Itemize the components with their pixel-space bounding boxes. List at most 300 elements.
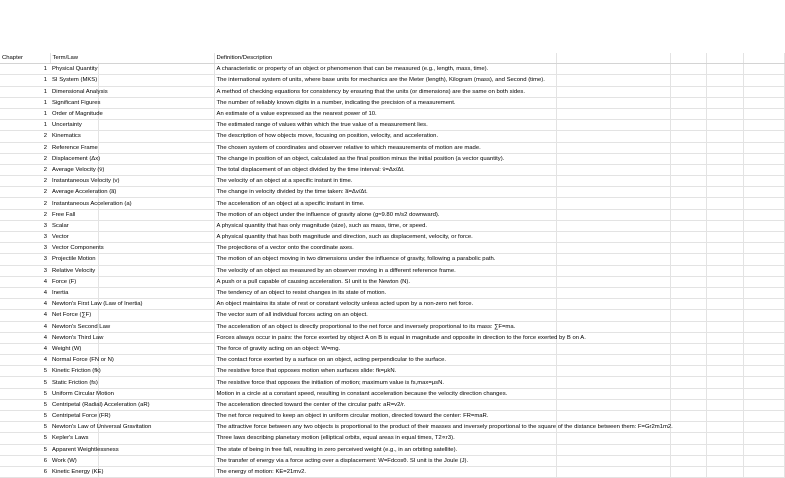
empty-cell[interactable] — [706, 276, 743, 287]
empty-cell[interactable] — [706, 299, 743, 310]
empty-cell[interactable] — [743, 366, 784, 377]
definition-cell[interactable]: The resistive force that opposes the initiation of motion; maximum value is fs,max=μsN. — [214, 377, 556, 388]
empty-cell[interactable] — [743, 466, 784, 477]
chapter-cell[interactable]: 1 — [0, 97, 50, 108]
empty-cell[interactable] — [670, 455, 706, 466]
empty-cell[interactable] — [556, 64, 670, 75]
empty-cell[interactable] — [706, 332, 743, 343]
term-cell[interactable]: Net Force (∑F) — [50, 310, 98, 321]
chapter-cell[interactable]: 4 — [0, 299, 50, 310]
empty-cell[interactable] — [98, 86, 214, 97]
definition-cell[interactable]: The motion of an object moving in two dimensions under the influence of gravity, following a parabolic path. — [214, 254, 556, 265]
empty-cell[interactable] — [556, 164, 670, 175]
chapter-cell[interactable]: 2 — [0, 198, 50, 209]
empty-cell[interactable] — [556, 287, 670, 298]
empty-cell[interactable] — [98, 209, 214, 220]
empty-cell[interactable] — [556, 131, 670, 142]
empty-cell[interactable] — [98, 377, 214, 388]
definition-cell[interactable]: Three laws describing planetary motion (elliptical orbits, equal areas in equal times, T2∝r3). — [214, 433, 556, 444]
empty-cell[interactable] — [670, 64, 706, 75]
term-cell[interactable]: Force (F) — [50, 276, 98, 287]
empty-cell[interactable] — [98, 97, 214, 108]
empty-cell[interactable] — [670, 433, 706, 444]
definition-cell[interactable]: The estimated range of values within which the true value of a measurement lies. — [214, 120, 556, 131]
term-cell[interactable]: Dimensional Analysis — [50, 86, 98, 97]
empty-cell[interactable] — [98, 164, 214, 175]
empty-cell[interactable] — [743, 53, 784, 64]
empty-cell[interactable] — [670, 209, 706, 220]
empty-cell[interactable] — [98, 343, 214, 354]
empty-cell[interactable] — [743, 299, 784, 310]
empty-cell[interactable] — [706, 164, 743, 175]
empty-cell[interactable] — [743, 187, 784, 198]
empty-cell[interactable] — [556, 232, 670, 243]
chapter-cell[interactable]: 3 — [0, 254, 50, 265]
empty-cell[interactable] — [556, 466, 670, 477]
empty-cell[interactable] — [743, 433, 784, 444]
empty-cell[interactable] — [670, 120, 706, 131]
chapter-cell[interactable]: 2 — [0, 176, 50, 187]
table-row — [0, 287, 784, 298]
empty-cell[interactable] — [556, 176, 670, 187]
term-cell[interactable]: Vector Components — [50, 243, 98, 254]
empty-cell[interactable] — [670, 422, 706, 433]
chapter-cell[interactable]: 2 — [0, 187, 50, 198]
chapter-cell[interactable]: 5 — [0, 422, 50, 433]
empty-cell[interactable] — [556, 86, 670, 97]
empty-cell[interactable] — [556, 355, 670, 366]
term-cell[interactable]: Average Acceleration (a̅) — [50, 187, 98, 198]
empty-cell[interactable] — [98, 332, 214, 343]
term-cell[interactable]: Kinetic Energy (KE) — [50, 466, 98, 477]
definition-cell[interactable]: A physical quantity that has only magnitude (size), such as mass, time, or speed. — [214, 220, 556, 231]
empty-cell[interactable] — [743, 198, 784, 209]
empty-cell[interactable] — [743, 86, 784, 97]
empty-cell[interactable] — [706, 377, 743, 388]
chapter-cell[interactable]: 4 — [0, 332, 50, 343]
empty-cell[interactable] — [743, 120, 784, 131]
empty-cell[interactable] — [706, 97, 743, 108]
empty-cell[interactable] — [706, 209, 743, 220]
empty-cell[interactable] — [670, 355, 706, 366]
definition-cell[interactable]: The vector sum of all individual forces acting on an object. — [214, 310, 556, 321]
empty-cell[interactable] — [706, 466, 743, 477]
table-row — [0, 332, 784, 343]
empty-cell[interactable] — [98, 366, 214, 377]
term-cell[interactable]: Static Friction (fs) — [50, 377, 98, 388]
empty-cell[interactable] — [670, 343, 706, 354]
definition-cell[interactable]: The attractive force between any two objects is proportional to the product of their masses and inversely proportional to the square of the distance between them: F=Gr2m1m2. — [214, 422, 556, 433]
empty-cell[interactable] — [670, 142, 706, 153]
empty-cell[interactable] — [556, 97, 670, 108]
empty-cell[interactable] — [743, 97, 784, 108]
empty-cell[interactable] — [98, 276, 214, 287]
chapter-cell[interactable]: 4 — [0, 287, 50, 298]
term-cell[interactable]: Kepler's Laws — [50, 433, 98, 444]
empty-cell[interactable] — [670, 287, 706, 298]
chapter-cell[interactable]: 4 — [0, 343, 50, 354]
term-cell[interactable]: SI System (MKS) — [50, 75, 98, 86]
empty-cell[interactable] — [556, 321, 670, 332]
term-cell[interactable]: Weight (W) — [50, 343, 98, 354]
table-row — [0, 377, 784, 388]
empty-cell[interactable] — [706, 232, 743, 243]
definition-cell[interactable]: The number of reliably known digits in a number, indicating the precision of a measurement. — [214, 97, 556, 108]
definition-cell[interactable]: The projections of a vector onto the coordinate axes. — [214, 243, 556, 254]
definition-cell[interactable]: Forces always occur in pairs: the force exerted by object A on B is equal in magnitude and opposite in direction to the force exerted by B on A. — [214, 332, 556, 343]
term-cell[interactable]: Physical Quantity — [50, 64, 98, 75]
term-cell[interactable]: Kinetic Friction (fk) — [50, 366, 98, 377]
definition-cell[interactable]: A method of checking equations for consistency by ensuring that the units (or dimensions) are the same on both sides. — [214, 86, 556, 97]
empty-cell[interactable] — [556, 187, 670, 198]
empty-cell[interactable] — [706, 220, 743, 231]
empty-cell[interactable] — [706, 108, 743, 119]
empty-cell[interactable] — [706, 153, 743, 164]
empty-cell[interactable] — [670, 254, 706, 265]
empty-cell[interactable] — [706, 355, 743, 366]
term-cell[interactable]: Order of Magnitude — [50, 108, 98, 119]
definition-cell[interactable]: The contact force exerted by a surface on an object, acting perpendicular to the surface. — [214, 355, 556, 366]
empty-cell[interactable] — [706, 265, 743, 276]
empty-cell[interactable] — [98, 310, 214, 321]
definition-cell[interactable]: The energy of motion: KE=21mv2. — [214, 466, 556, 477]
empty-cell[interactable] — [556, 243, 670, 254]
chapter-cell[interactable]: 1 — [0, 64, 50, 75]
definition-cell[interactable]: The net force required to keep an object in uniform circular motion, directed toward the center: FR=maR. — [214, 411, 556, 422]
chapter-cell[interactable]: 2 — [0, 142, 50, 153]
empty-cell[interactable] — [670, 265, 706, 276]
empty-cell[interactable] — [98, 265, 214, 276]
definition-cell[interactable]: The force of gravity acting on an object: W=mg. — [214, 343, 556, 354]
empty-cell[interactable] — [743, 321, 784, 332]
empty-cell[interactable] — [743, 377, 784, 388]
empty-cell[interactable] — [743, 243, 784, 254]
term-cell[interactable]: Free Fall — [50, 209, 98, 220]
empty-cell[interactable] — [706, 142, 743, 153]
empty-cell[interactable] — [706, 444, 743, 455]
empty-cell[interactable] — [98, 466, 214, 477]
empty-cell[interactable] — [743, 75, 784, 86]
empty-cell[interactable] — [706, 243, 743, 254]
empty-cell[interactable] — [706, 86, 743, 97]
definition-cell[interactable]: The velocity of an object as measured by an observer moving in a different reference frame. — [214, 265, 556, 276]
empty-cell[interactable] — [670, 187, 706, 198]
spreadsheet[interactable] — [0, 53, 784, 476]
term-cell[interactable]: Newton's First Law (Law of Inertia) — [50, 299, 98, 310]
empty-cell[interactable] — [743, 411, 784, 422]
term-cell[interactable]: Newton's Second Law — [50, 321, 98, 332]
empty-cell[interactable] — [556, 153, 670, 164]
term-cell[interactable]: Significant Figures — [50, 97, 98, 108]
chapter-cell[interactable]: 3 — [0, 220, 50, 231]
empty-cell[interactable] — [670, 299, 706, 310]
empty-cell[interactable] — [670, 53, 706, 64]
empty-cell[interactable] — [98, 131, 214, 142]
empty-cell[interactable] — [743, 220, 784, 231]
empty-cell[interactable] — [98, 142, 214, 153]
empty-cell[interactable] — [98, 287, 214, 298]
chapter-cell[interactable]: 4 — [0, 321, 50, 332]
empty-cell[interactable] — [98, 120, 214, 131]
chapter-cell[interactable]: 1 — [0, 75, 50, 86]
definition-cell[interactable]: The acceleration directed toward the center of the circular path: aR=v2/r. — [214, 399, 556, 410]
empty-cell[interactable] — [706, 399, 743, 410]
empty-cell[interactable] — [706, 388, 743, 399]
table-row — [0, 142, 784, 153]
empty-cell[interactable] — [670, 366, 706, 377]
empty-cell[interactable] — [743, 332, 784, 343]
empty-cell[interactable] — [556, 455, 670, 466]
empty-cell[interactable] — [743, 153, 784, 164]
chapter-cell[interactable]: 1 — [0, 120, 50, 131]
empty-cell[interactable] — [743, 254, 784, 265]
empty-cell[interactable] — [706, 310, 743, 321]
term-cell[interactable]: Displacement (Δx) — [50, 153, 98, 164]
empty-cell[interactable] — [706, 64, 743, 75]
empty-cell[interactable] — [743, 265, 784, 276]
empty-cell[interactable] — [670, 276, 706, 287]
empty-cell[interactable] — [556, 120, 670, 131]
header-chapter[interactable]: Chapter — [0, 53, 50, 64]
chapter-cell[interactable]: 4 — [0, 355, 50, 366]
definition-cell[interactable]: A push or a pull capable of causing acceleration. SI unit is the Newton (N). — [214, 276, 556, 287]
empty-cell[interactable] — [670, 97, 706, 108]
empty-cell[interactable] — [556, 75, 670, 86]
empty-cell[interactable] — [556, 299, 670, 310]
term-cell[interactable]: Uncertainty — [50, 120, 98, 131]
empty-cell[interactable] — [556, 220, 670, 231]
empty-cell[interactable] — [98, 232, 214, 243]
chapter-cell[interactable]: 5 — [0, 433, 50, 444]
empty-cell[interactable] — [556, 310, 670, 321]
empty-cell[interactable] — [98, 220, 214, 231]
term-cell[interactable]: Scalar — [50, 220, 98, 231]
empty-cell[interactable] — [556, 366, 670, 377]
empty-cell[interactable] — [670, 131, 706, 142]
empty-cell[interactable] — [670, 198, 706, 209]
empty-cell[interactable] — [706, 343, 743, 354]
empty-cell[interactable] — [98, 108, 214, 119]
empty-cell[interactable] — [556, 265, 670, 276]
definition-cell[interactable]: The change in velocity divided by the time taken: a̅=Δv/Δt. — [214, 187, 556, 198]
term-cell[interactable]: Relative Velocity — [50, 265, 98, 276]
empty-cell[interactable] — [706, 366, 743, 377]
chapter-cell[interactable]: 6 — [0, 466, 50, 477]
chapter-cell[interactable]: 2 — [0, 164, 50, 175]
empty-cell[interactable] — [706, 321, 743, 332]
chapter-cell[interactable]: 5 — [0, 377, 50, 388]
empty-cell[interactable] — [743, 399, 784, 410]
definition-cell[interactable]: A physical quantity that has both magnitude and direction, such as displacement, velocity, or force. — [214, 232, 556, 243]
term-cell[interactable]: Instantaneous Velocity (v) — [50, 176, 98, 187]
definition-cell[interactable]: The acceleration of an object is directly proportional to the net force and inversely proportional to its mass: ∑F=ma. — [214, 321, 556, 332]
empty-cell[interactable] — [556, 343, 670, 354]
empty-cell[interactable] — [556, 142, 670, 153]
empty-cell[interactable] — [743, 287, 784, 298]
empty-cell[interactable] — [556, 444, 670, 455]
empty-cell[interactable] — [743, 164, 784, 175]
chapter-cell[interactable]: 5 — [0, 388, 50, 399]
empty-cell[interactable] — [743, 176, 784, 187]
term-cell[interactable]: Centripetal Force (FR) — [50, 411, 98, 422]
term-cell[interactable]: Kinematics — [50, 131, 98, 142]
empty-cell[interactable] — [743, 343, 784, 354]
term-cell[interactable]: Apparent Weightlessness — [50, 444, 98, 455]
empty-cell[interactable] — [98, 433, 214, 444]
empty-cell[interactable] — [98, 243, 214, 254]
empty-cell[interactable] — [706, 187, 743, 198]
empty-cell[interactable] — [706, 254, 743, 265]
definition-cell[interactable]: Motion in a circle at a constant speed, resulting in constant acceleration because the velocity direction changes. — [214, 388, 556, 399]
empty-cell[interactable] — [670, 108, 706, 119]
empty-cell[interactable] — [706, 120, 743, 131]
empty-cell[interactable] — [556, 411, 670, 422]
term-cell[interactable]: Newton's Law of Universal Gravitation — [50, 422, 98, 433]
definition-cell[interactable]: The international system of units, where base units for mechanics are the Meter (length), Kilogram (mass), and Second (time). — [214, 75, 556, 86]
chapter-cell[interactable]: 5 — [0, 366, 50, 377]
empty-cell[interactable] — [743, 232, 784, 243]
empty-cell[interactable] — [98, 455, 214, 466]
definition-cell[interactable]: The resistive force that opposes motion when surfaces slide: fk=μkN. — [214, 366, 556, 377]
header-definition[interactable]: Definition/Description — [214, 53, 556, 64]
chapter-cell[interactable]: 1 — [0, 86, 50, 97]
chapter-cell[interactable]: 5 — [0, 399, 50, 410]
empty-cell[interactable] — [743, 131, 784, 142]
empty-cell[interactable] — [556, 108, 670, 119]
definition-cell[interactable]: The description of how objects move, focusing on position, velocity, and acceleration. — [214, 131, 556, 142]
empty-cell[interactable] — [706, 411, 743, 422]
empty-cell[interactable] — [556, 53, 670, 64]
empty-cell[interactable] — [670, 220, 706, 231]
chapter-cell[interactable]: 5 — [0, 411, 50, 422]
empty-cell[interactable] — [743, 310, 784, 321]
empty-cell[interactable] — [556, 276, 670, 287]
empty-cell[interactable] — [670, 310, 706, 321]
chapter-cell[interactable]: 3 — [0, 265, 50, 276]
term-cell[interactable]: Average Velocity (v̄) — [50, 164, 98, 175]
empty-cell[interactable] — [556, 209, 670, 220]
definition-cell[interactable]: The velocity of an object at a specific instant in time. — [214, 176, 556, 187]
term-cell[interactable]: Work (W) — [50, 455, 98, 466]
term-cell[interactable]: Inertia — [50, 287, 98, 298]
definition-cell[interactable]: The chosen system of coordinates and observer relative to which measurements of motion are made. — [214, 142, 556, 153]
empty-cell[interactable] — [670, 332, 706, 343]
empty-cell[interactable] — [98, 388, 214, 399]
empty-cell[interactable] — [556, 399, 670, 410]
empty-cell[interactable] — [706, 176, 743, 187]
empty-cell[interactable] — [670, 86, 706, 97]
term-cell[interactable]: Uniform Circular Motion — [50, 388, 98, 399]
empty-cell[interactable] — [556, 388, 670, 399]
empty-cell[interactable] — [98, 64, 214, 75]
table-row — [0, 164, 784, 175]
empty-cell[interactable] — [743, 209, 784, 220]
term-cell[interactable]: Instantaneous Acceleration (a) — [50, 198, 98, 209]
empty-cell[interactable] — [670, 75, 706, 86]
empty-cell[interactable] — [670, 321, 706, 332]
empty-cell[interactable] — [670, 153, 706, 164]
definition-cell[interactable]: An estimate of a value expressed as the nearest power of 10. — [214, 108, 556, 119]
empty-cell[interactable] — [98, 355, 214, 366]
chapter-cell[interactable]: 1 — [0, 108, 50, 119]
chapter-cell[interactable]: 4 — [0, 310, 50, 321]
definition-cell[interactable]: The motion of an object under the influence of gravity alone (g≈9.80 m/s2 downward). — [214, 209, 556, 220]
definition-cell[interactable]: The acceleration of an object at a specific instant in time. — [214, 198, 556, 209]
chapter-cell[interactable]: 3 — [0, 232, 50, 243]
empty-cell[interactable] — [706, 75, 743, 86]
chapter-cell[interactable]: 5 — [0, 444, 50, 455]
chapter-cell[interactable]: 2 — [0, 153, 50, 164]
empty-cell[interactable] — [670, 232, 706, 243]
definition-cell[interactable]: A characteristic or property of an object or phenomenon that can be measured (e.g., length, mass, time). — [214, 64, 556, 75]
empty-cell[interactable] — [743, 64, 784, 75]
empty-cell[interactable] — [556, 377, 670, 388]
empty-cell[interactable] — [706, 131, 743, 142]
empty-cell[interactable] — [670, 176, 706, 187]
term-cell[interactable]: Centripetal (Radial) Acceleration (aR) — [50, 399, 98, 410]
header-term[interactable]: Term/Law — [50, 53, 214, 64]
empty-cell[interactable] — [706, 53, 743, 64]
definition-cell[interactable]: The tendency of an object to resist changes in its state of motion. — [214, 287, 556, 298]
chapter-cell[interactable]: 2 — [0, 209, 50, 220]
term-cell[interactable]: Reference Frame — [50, 142, 98, 153]
empty-cell[interactable] — [706, 433, 743, 444]
empty-cell[interactable] — [670, 399, 706, 410]
empty-cell[interactable] — [706, 455, 743, 466]
empty-cell[interactable] — [556, 433, 670, 444]
chapter-cell[interactable]: 4 — [0, 276, 50, 287]
empty-cell[interactable] — [706, 422, 743, 433]
chapter-cell[interactable]: 6 — [0, 455, 50, 466]
term-cell[interactable]: Projectile Motion — [50, 254, 98, 265]
definition-cell[interactable]: An object maintains its state of rest or constant velocity unless acted upon by a non-zero net force. — [214, 299, 556, 310]
empty-cell[interactable] — [743, 422, 784, 433]
definition-cell[interactable]: The state of being in free fall, resulting in zero perceived weight (e.g., in an orbiting satellite). — [214, 444, 556, 455]
definition-cell[interactable]: The total displacement of an object divided by the time interval: v̄=Δx/Δt. — [214, 164, 556, 175]
definition-cell[interactable]: The transfer of energy via a force acting over a displacement: W=Fdcosθ. SI unit is the Joule (J). — [214, 455, 556, 466]
empty-cell[interactable] — [743, 388, 784, 399]
definition-cell[interactable]: The change in position of an object, calculated as the final position minus the initial position (a vector quantity). — [214, 153, 556, 164]
chapter-cell[interactable]: 3 — [0, 243, 50, 254]
empty-cell[interactable] — [98, 321, 214, 332]
empty-cell[interactable] — [743, 142, 784, 153]
empty-cell[interactable] — [98, 75, 214, 86]
empty-cell[interactable] — [670, 377, 706, 388]
term-cell[interactable]: Newton's Third Law — [50, 332, 98, 343]
empty-cell[interactable] — [743, 444, 784, 455]
empty-cell[interactable] — [556, 254, 670, 265]
empty-cell[interactable] — [98, 153, 214, 164]
empty-cell[interactable] — [670, 411, 706, 422]
empty-cell[interactable] — [670, 388, 706, 399]
term-cell[interactable]: Normal Force (FN or N) — [50, 355, 98, 366]
empty-cell[interactable] — [743, 455, 784, 466]
term-cell[interactable]: Vector — [50, 232, 98, 243]
empty-cell[interactable] — [743, 108, 784, 119]
chapter-cell[interactable]: 2 — [0, 131, 50, 142]
empty-cell[interactable] — [743, 355, 784, 366]
empty-cell[interactable] — [98, 254, 214, 265]
empty-cell[interactable] — [670, 243, 706, 254]
empty-cell[interactable] — [98, 411, 214, 422]
empty-cell[interactable] — [670, 164, 706, 175]
empty-cell[interactable] — [706, 198, 743, 209]
empty-cell[interactable] — [743, 276, 784, 287]
empty-cell[interactable] — [556, 198, 670, 209]
empty-cell[interactable] — [670, 444, 706, 455]
empty-cell[interactable] — [706, 287, 743, 298]
empty-cell[interactable] — [670, 466, 706, 477]
